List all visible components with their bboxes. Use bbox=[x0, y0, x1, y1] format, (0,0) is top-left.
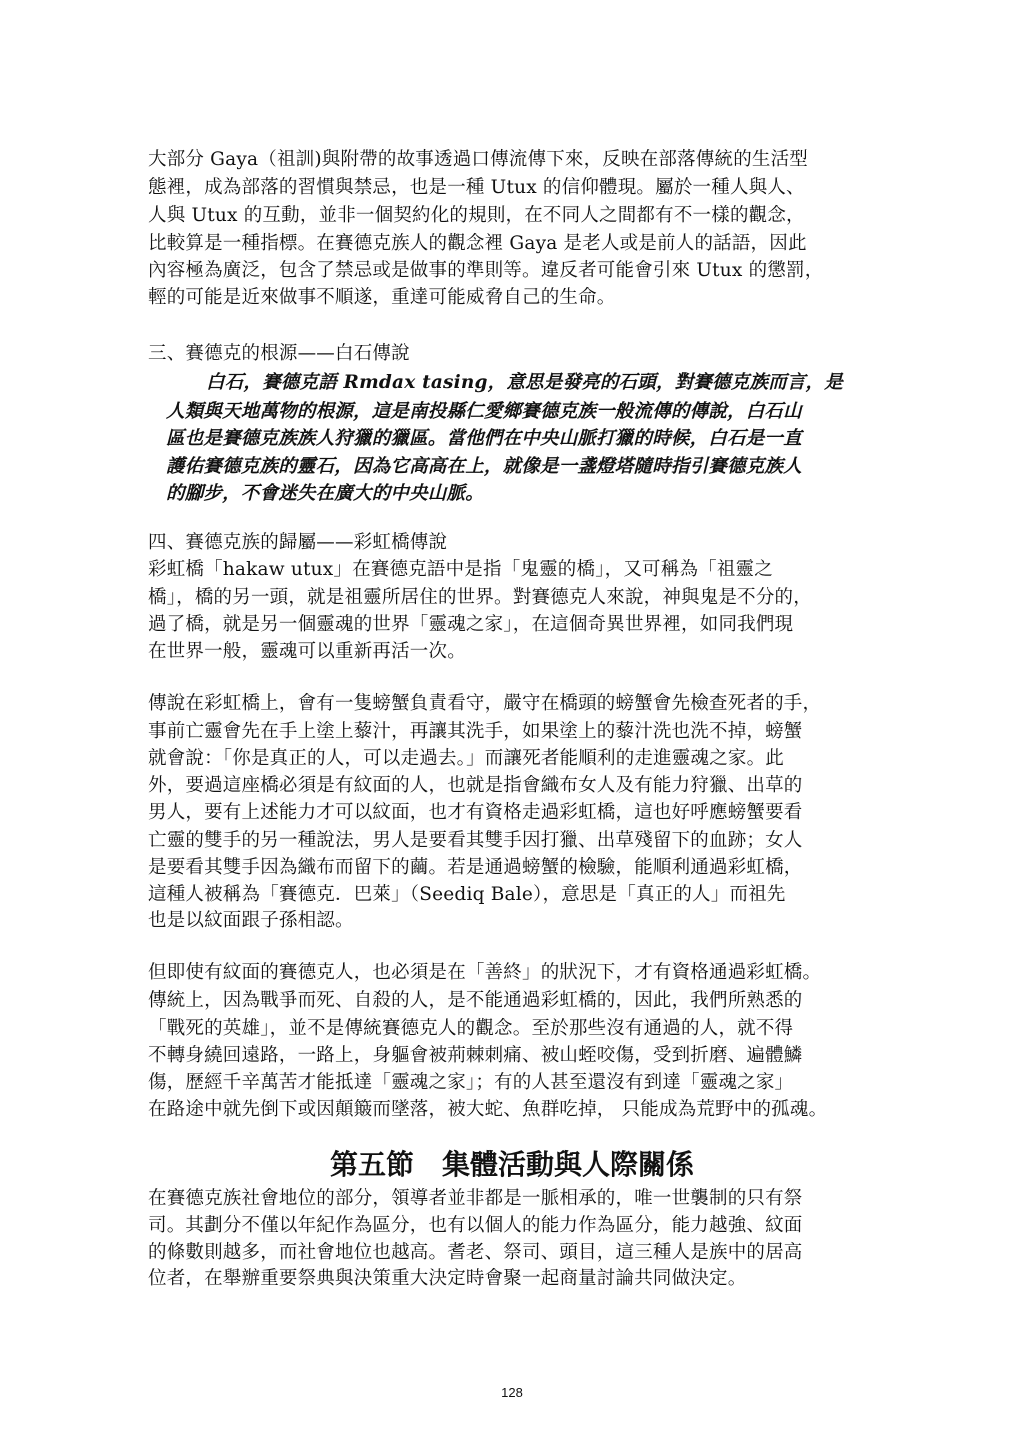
paragraph-line: 外，要過這座橋必須是有紋面的人，也就是指會織布女人及有能力狩獵、出草的 bbox=[148, 775, 803, 796]
paragraph-line: 大部分 Gaya（祖訓)與附帶的故事透過口傳流傳下來，反映在部落傳統的生活型 bbox=[148, 149, 808, 170]
paragraph-line: 在世界一般，靈魂可以重新再活一次。 bbox=[148, 641, 466, 662]
paragraph-line: 這種人被稱為「賽德克．巴萊」（Seediq Bale），意思是「真正的人」而祖先 bbox=[148, 884, 786, 905]
paragraph-line: 的條數則越多，而社會地位也越高。耆老、祭司、頭目，這三種人是族中的居高 bbox=[148, 1242, 803, 1263]
paragraph-line: 過了橋，就是另一個靈魂的世界「靈魂之家」，在這個奇異世界裡，如同我們現 bbox=[148, 614, 794, 635]
paragraph-line: 也是以紋面跟子孫相認。 bbox=[148, 910, 354, 931]
page-number: 128 bbox=[501, 1385, 523, 1400]
section-title: 四、賽德克族的歸屬——彩虹橋傳說 bbox=[148, 532, 448, 553]
paragraph-line: 亡靈的雙手的另一種說法，男人是要看其雙手因打獵、出草殘留下的血跡；女人 bbox=[148, 830, 803, 851]
paragraph-line: 事前亡靈會先在手上塗上藜汁，再讓其洗手，如果塗上的藜汁洗也洗不掉，螃蟹 bbox=[148, 721, 803, 742]
paragraph-line: 位者，在舉辦重要祭典與決策重大決定時會聚一起商量討論共同做決定。 bbox=[148, 1268, 747, 1289]
paragraph-line: 傷，歷經千辛萬苦才能抵達「靈魂之家」；有的人甚至還沒有到達「靈魂之家」 bbox=[148, 1072, 794, 1093]
paragraph-line: 男人，要有上述能力才可以紋面，也才有資格走過彩虹橋，這也好呼應螃蟹要看 bbox=[148, 802, 803, 823]
paragraph-line: 但即使有紋面的賽德克人，也必須是在「善終」的狀況下，才有資格通過彩虹橋。 bbox=[148, 962, 822, 983]
paragraph-line: 在路途中就先倒下或因顛簸而墜落，被大蛇、魚群吃掉， 只能成為荒野中的孤魂。 bbox=[148, 1099, 828, 1120]
paragraph-line: 傳說在彩虹橋上，會有一隻螃蟹負責看守，嚴守在橋頭的螃蟹會先檢查死者的手， bbox=[148, 693, 822, 714]
quote-line: 人類與天地萬物的根源，這是南投縣仁愛鄉賽德克族一般流傳的傳說，白石山 bbox=[166, 401, 802, 422]
paragraph-line: 人與 Utux 的互動，並非一個契約化的規則，在不同人之間都有不一樣的觀念， bbox=[148, 205, 805, 226]
paragraph-line: 是要看其雙手因為織布而留下的繭。若是通過螃蟹的檢驗，能順利通過彩虹橋， bbox=[148, 857, 803, 878]
paragraph-line: 司。其劃分不僅以年紀作為區分，也有以個人的能力作為區分，能力越強、紋面 bbox=[148, 1215, 803, 1236]
paragraph-line: 內容極為廣泛，包含了禁忌或是做事的準則等。違反者可能會引來 Utux 的懲罰， bbox=[148, 260, 824, 281]
paragraph-line: 態裡，成為部落的習慣與禁忌，也是一種 Utux 的信仰體現。屬於一種人與人、 bbox=[148, 177, 805, 198]
quote-line: 的腳步，不會迷失在廣大的中央山脈。 bbox=[166, 483, 484, 504]
paragraph-line: 橋」，橋的另一頭，就是祖靈所居住的世界。對賽德克人來說，神與鬼是不分的， bbox=[148, 587, 812, 608]
section-title: 三、賽德克的根源——白石傳說 bbox=[148, 343, 410, 364]
paragraph-line: 彩虹橋「hakaw utux」在賽德克語中是指「鬼靈的橋」，又可稱為「祖靈之 bbox=[148, 559, 773, 580]
chapter-heading: 第五節 集體活動與人際關係 bbox=[329, 1148, 694, 1181]
paragraph-line: 輕的可能是近來做事不順遂，重達可能威脅自己的生命。 bbox=[148, 287, 616, 308]
quote-line: 護佑賽德克族的靈石，因為它高高在上，就像是一盞燈塔隨時指引賽德克族人 bbox=[166, 456, 802, 477]
paragraph-line: 在賽德克族社會地位的部分，領導者並非都是一脈相承的，唯一世襲制的只有祭 bbox=[148, 1188, 803, 1209]
paragraph-line: 「戰死的英雄」，並不是傳統賽德克人的觀念。至於那些沒有通過的人，就不得 bbox=[148, 1018, 794, 1039]
paragraph-line: 不轉身繞回遠路，一路上，身軀會被荊棘刺痛、被山蛭咬傷，受到折磨、遍體鱗 bbox=[148, 1045, 803, 1066]
quote-line: 白石，賽德克語 Rmdax tasing，意思是發亮的石頭，對賽德克族而言，是 bbox=[206, 372, 843, 393]
quote-line: 區也是賽德克族族人狩獵的獵區。當他們在中央山脈打獵的時候，白石是一直 bbox=[166, 428, 802, 449]
paragraph-line: 比較算是一種指標。在賽德克族人的觀念裡 Gaya 是老人或是前人的話語，因此 bbox=[148, 233, 807, 254]
paragraph-line: 就會說：「你是真正的人，可以走過去。」而讓死者能順利的走進靈魂之家。此 bbox=[148, 748, 785, 769]
paragraph-line: 傳統上，因為戰爭而死、自殺的人，是不能通過彩虹橋的，因此，我們所熟悉的 bbox=[148, 990, 803, 1011]
